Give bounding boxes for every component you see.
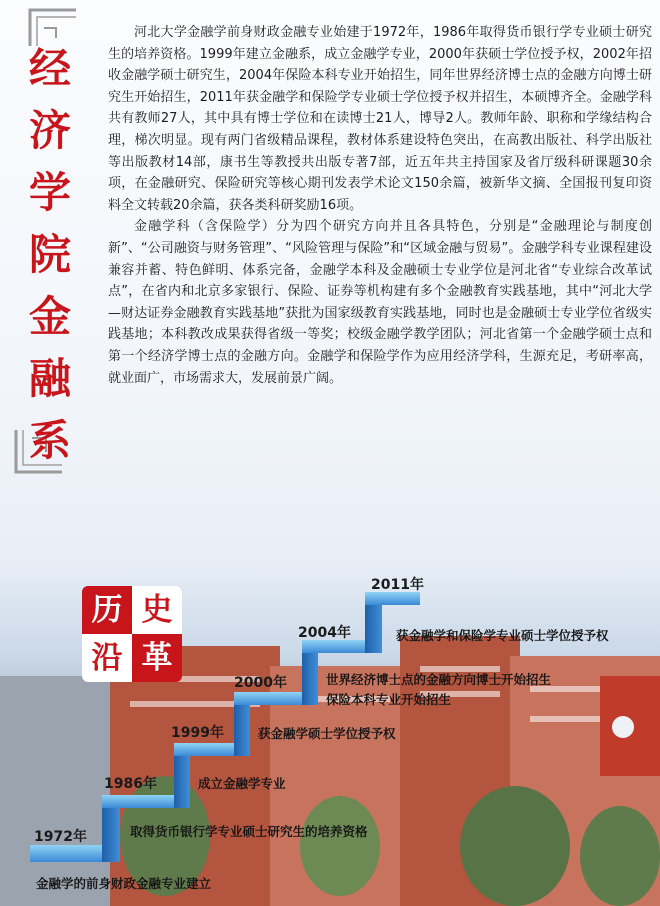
title-char: 融	[28, 354, 71, 403]
milestone-text: 获金融学和保险学专业硕士学位授予权	[396, 628, 609, 643]
year-label: 1999年	[171, 725, 224, 741]
stamp-char: 革	[141, 640, 173, 676]
title-char: 院	[28, 230, 71, 279]
year-label: 2011年	[371, 577, 424, 593]
title-char: 经	[28, 44, 71, 93]
year-label: 1986年	[104, 776, 157, 792]
paragraph: 河北大学金融学前身财政金融专业始建于1972年，1986年取得货币银行学专业硕士研究生的培养资格。1999年建立金融系，成立金融学专业，2000年获硕士学位授予权，2002年招收金融学硕士研究生，2004年保险本科专业开始招生，同年世界经济博士点的金融方向博士研究生开始招生，2011年获金融学和保险学专业硕士学位授予权并招生，本硕博齐全。金融学科共有教师27人，其中具有博士学位和在读博士21人，博导2人。教师年龄、职称和学缘结构合理，梯次明显。现有两门省级精品课程，教材体系建设特色突出，在高教出版社、科学出版社等出版教材14部，康书生等教授共出版专著7部，近五年共主持国家及省厅级科研课题30余项，在金融研究、保险研究等核心期刊发表学术论文150余篇，被新华文摘、全国报刊复印资料全文转载20余篇，获各类科研奖励16项。	[108, 25, 652, 213]
stamp-char: 史	[132, 586, 182, 634]
year-label: 1972年	[34, 829, 87, 845]
year-label: 2004年	[298, 625, 351, 641]
milestone-text: 金融学的前身财政金融专业建立	[36, 876, 212, 891]
stair-step-1986	[102, 795, 174, 808]
milestone-text: 成立金融学专业	[198, 776, 286, 791]
year-label: 2000年	[234, 675, 287, 691]
stair-step-2000	[234, 692, 302, 705]
title-char: 金	[28, 292, 71, 341]
milestone-text: 保险本科专业开始招生	[326, 692, 452, 707]
stamp-char: 沿	[82, 634, 132, 682]
title-char: 济	[28, 106, 71, 155]
stair-step-1999	[174, 743, 234, 756]
milestone-text: 取得货币银行学专业硕士研究生的培养资格	[130, 824, 368, 839]
title-char: 系	[28, 416, 71, 465]
milestone-text: 获金融学硕士学位授予权	[258, 726, 396, 741]
milestone-text: 世界经济博士点的金融方向博士开始招生	[326, 672, 552, 687]
title-char: 学	[28, 168, 71, 217]
stair-step-1972	[30, 845, 102, 862]
paragraph: 金融学科（含保险学）分为四个研究方向并且各具特色，分别是“金融理论与制度创新”、“公司融资与财务管理”、“风险管理与保险”和“区域金融与贸易”。金融学科专业课程建设兼容并蓄、特色鲜明、体系完备，金融学本科及金融硕士专业学位是河北省“专业综合改革试点”，在省内和北京多家银行、保险、证券等机构建有多个金融教育实践基地，其中“河北大学—财达证券金融教育实践基地”获批为国家级教育实践基地，同时也是金融硕士专业学位省级实践基地；本科教改成果获得省级一等奖；校级金融学教学团队；河北省第一个金融学硕士点和第一个经济学博士点的金融方向。金融学和保险学作为应用经济学科，生源充足，考研率高，就业面广，市场需求大，发展前景广阔。	[108, 219, 652, 386]
stamp-char: 历	[91, 592, 123, 628]
